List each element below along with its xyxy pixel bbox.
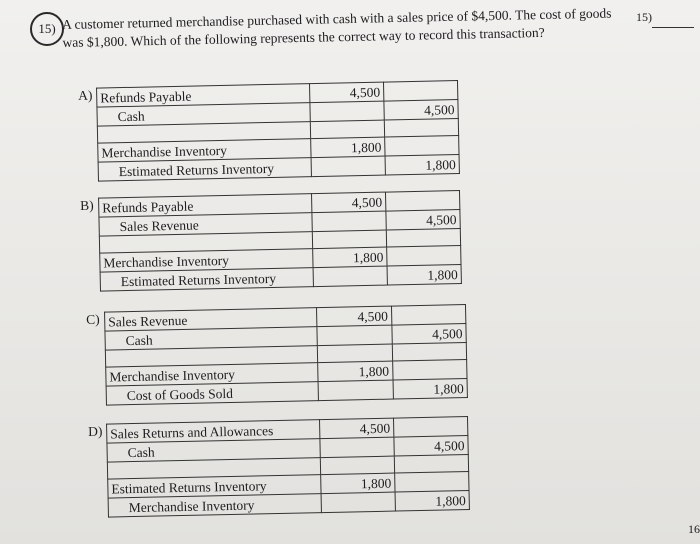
credit-cell-empty [387, 246, 461, 267]
credit-amount: 4,500 [394, 436, 468, 457]
credit-amount: 4,500 [384, 100, 458, 121]
credit-account: Cash [107, 439, 320, 462]
credit-cell-empty [386, 191, 460, 212]
credit-cell-empty [393, 417, 467, 438]
debit-amount: 1,800 [311, 137, 385, 158]
journal-table [104, 304, 468, 406]
credit-account: Cost of Goods Sold [106, 382, 319, 405]
credit-cell-empty [395, 472, 469, 493]
credit-account: Merchandise Inventory [108, 494, 321, 517]
debit-account: Merchandise Inventory [100, 249, 313, 272]
answer-blank-line[interactable] [652, 27, 694, 28]
credit-amount: 1,800 [393, 379, 468, 400]
option-letter: C) [86, 311, 100, 327]
credit-account: Estimated Returns Inventory [100, 268, 313, 291]
credit-account: Estimated Returns Inventory [98, 158, 311, 181]
debit-amount: 1,800 [313, 247, 387, 268]
question-number-circle: 15) [30, 12, 64, 46]
debit-amount: 4,500 [317, 306, 392, 327]
journal-table [106, 416, 470, 518]
debit-account: Refunds Payable [97, 84, 310, 107]
debit-amount: 4,500 [319, 418, 393, 439]
debit-account: Sales Returns and Allowances [107, 420, 320, 443]
option-a [78, 80, 458, 180]
option-letter: B) [80, 197, 94, 213]
credit-amount: 1,800 [395, 491, 469, 512]
debit-cell-empty [320, 437, 394, 458]
debit-cell-empty [312, 211, 386, 232]
credit-account: Cash [97, 103, 310, 126]
credit-cell-empty [392, 360, 467, 381]
debit-cell-empty [311, 156, 385, 177]
journal-table [98, 190, 462, 292]
credit-cell-empty [384, 81, 458, 102]
page-corner-number: 16 [688, 522, 700, 536]
debit-account: Estimated Returns Inventory [108, 475, 321, 498]
answer-number: 15) [636, 10, 652, 24]
debit-cell-empty [317, 325, 392, 346]
option-c [86, 304, 466, 404]
credit-account: Cash [105, 327, 318, 350]
option-d [88, 416, 468, 516]
credit-amount: 1,800 [385, 155, 459, 176]
debit-cell-empty [313, 266, 387, 287]
debit-account: Refunds Payable [99, 194, 312, 217]
debit-account: Merchandise Inventory [106, 363, 319, 386]
debit-cell-empty [321, 492, 395, 513]
credit-amount: 4,500 [392, 324, 467, 345]
option-letter: D) [88, 423, 103, 439]
credit-cell-empty [385, 136, 459, 157]
credit-amount: 1,800 [387, 265, 461, 286]
debit-amount: 4,500 [312, 192, 386, 213]
credit-amount: 4,500 [386, 210, 460, 231]
debit-amount: 1,800 [321, 473, 395, 494]
credit-cell-empty [391, 305, 466, 326]
option-b [80, 190, 460, 290]
question-text: A customer returned merchandise purchased with cash with a sales price of $4,500. The cost of goods was $1,800. Which of the following represents the correct way to record this transaction? [62, 5, 612, 50]
debit-cell-empty [318, 380, 393, 401]
debit-amount: 1,800 [318, 361, 393, 382]
option-letter: A) [78, 87, 93, 103]
debit-account: Sales Revenue [105, 308, 318, 331]
credit-account: Sales Revenue [99, 213, 312, 236]
debit-amount: 4,500 [310, 82, 384, 103]
debit-account: Merchandise Inventory [98, 139, 311, 162]
journal-table [96, 80, 460, 182]
debit-cell-empty [310, 101, 384, 122]
